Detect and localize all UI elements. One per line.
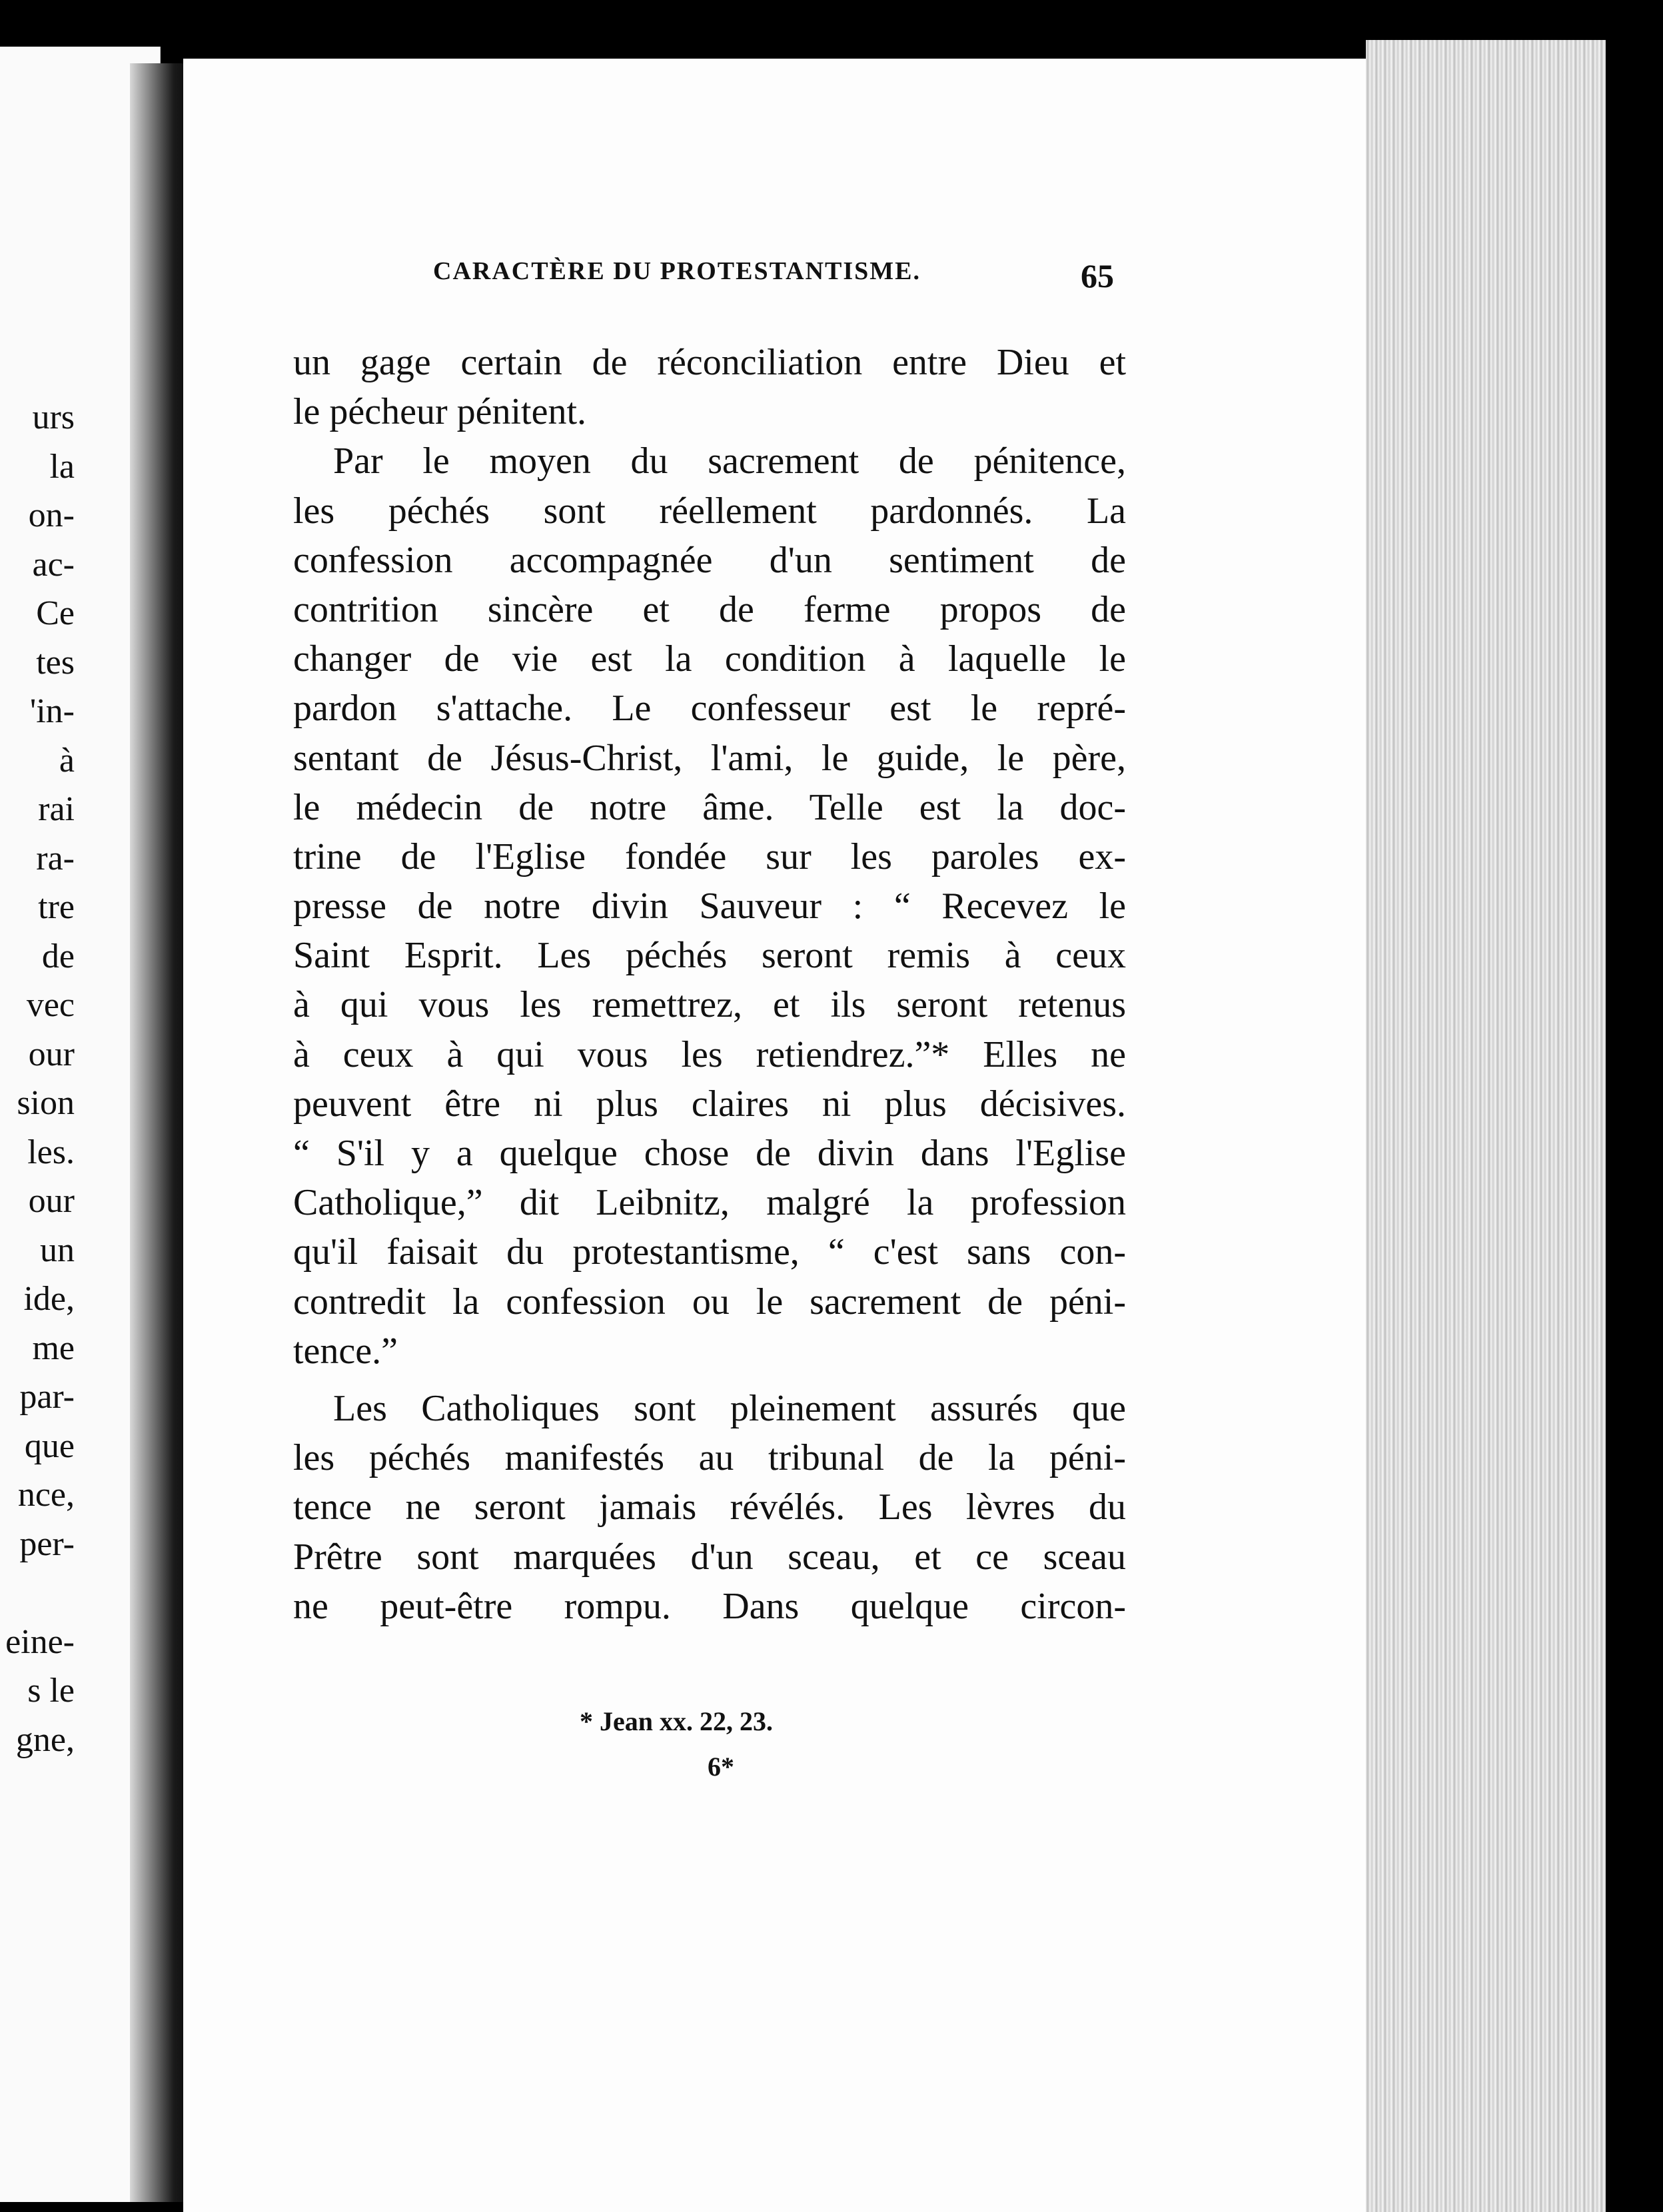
left-page-line: sion	[17, 1084, 75, 1122]
signature-mark: 6*	[708, 1752, 734, 1782]
page-number: 65	[1081, 257, 1114, 294]
text-line: Par le moyen du sacrement de pénitence,	[333, 440, 1126, 482]
left-page-line: ra-	[36, 839, 75, 877]
text-line: Les Catholiques sont pleinement assurés que	[333, 1387, 1126, 1429]
text-line: pardon s'attache. Le confesseur est le repré-	[293, 688, 1126, 730]
text-line: peuvent être ni plus claires ni plus décisives.	[293, 1083, 1126, 1125]
left-page-line: un	[40, 1231, 75, 1269]
text-line: un gage certain de réconciliation entre Dieu et	[293, 342, 1126, 383]
page-edge-shadow	[1606, 40, 1663, 2212]
text-line: trine de l'Eglise fondée sur les paroles ex-	[293, 835, 1126, 877]
text-line: ne peut-être rompu. Dans quelque circon-	[293, 1585, 1126, 1627]
left-page-line: nce,	[17, 1476, 75, 1514]
text-line: les péchés manifestés au tribunal de la péni-	[293, 1437, 1126, 1479]
left-page-line: our	[28, 1182, 75, 1220]
text-line: les péchés sont réellement pardonnés. La	[293, 490, 1126, 532]
text-line: le pécheur pénitent.	[293, 391, 587, 433]
text-line: à ceux à qui vous les retiendrez.”* Elles ne	[293, 1033, 1126, 1075]
text-line: Saint Esprit. Les péchés seront remis à ceux	[293, 935, 1126, 977]
text-line: presse de notre divin Sauveur : “ Recevez le	[293, 885, 1126, 927]
text-line: Catholique,” dit Leibnitz, malgré la profession	[293, 1182, 1126, 1224]
text-line: tence ne seront jamais révélés. Les lèvres du	[293, 1486, 1126, 1528]
left-page-line: la	[49, 447, 75, 486]
text-line: changer de vie est la condition à laquelle le	[293, 638, 1126, 680]
text-line: sentant de Jésus-Christ, l'ami, le guide, le père,	[293, 737, 1126, 779]
left-page-line: our	[28, 1035, 75, 1073]
left-page-line: les.	[27, 1133, 75, 1171]
page-edges	[1366, 40, 1619, 2212]
text-line: tence.”	[293, 1330, 398, 1372]
left-page-line: gne,	[15, 1720, 75, 1759]
left-page-line: eine-	[5, 1622, 75, 1661]
left-page-line: on-	[28, 496, 75, 534]
left-page-line: s le	[27, 1672, 75, 1710]
text-line: contrition sincère et de ferme propos de	[293, 588, 1126, 630]
text-line: “ S'il y a quelque chose de divin dans l'Eglise	[293, 1133, 1126, 1174]
footnote: * Jean xx. 22, 23.	[580, 1706, 773, 1736]
text-line: contredit la confession ou le sacrement de péni-	[293, 1281, 1126, 1323]
left-page-line: urs	[32, 398, 75, 436]
left-page-line: 'in-	[29, 692, 75, 730]
left-page-line: de	[41, 937, 75, 975]
left-page-line: tes	[36, 643, 75, 682]
left-page-line	[0, 1568, 75, 1618]
text-line: Prêtre sont marquées d'un sceau, et ce sceau	[293, 1536, 1126, 1578]
left-page-line: vec	[26, 986, 75, 1024]
running-head: CARACTÈRE DU PROTESTANTISME.	[433, 257, 921, 285]
left-page-line: Ce	[36, 594, 75, 632]
left-page-line: rai	[38, 790, 75, 828]
body-text	[293, 338, 1126, 1631]
left-page-line: par-	[19, 1378, 75, 1416]
text-line: confession accompagnée d'un sentiment de	[293, 539, 1126, 581]
left-page-line: me	[32, 1329, 75, 1367]
left-page-line: ide,	[23, 1280, 75, 1318]
left-page-line: tre	[38, 888, 75, 926]
left-page-line: que	[24, 1426, 75, 1465]
left-page-line: per-	[19, 1524, 75, 1563]
text-line: le médecin de notre âme. Telle est la doc-	[293, 786, 1126, 828]
text-line: qu'il faisait du protestantisme, “ c'est sans con-	[293, 1231, 1126, 1273]
left-page-line: à	[59, 741, 75, 780]
left-page-text	[0, 393, 133, 1764]
left-page-line: ac-	[32, 545, 75, 584]
text-line: à qui vous les remettrez, et ils seront retenus	[293, 984, 1126, 1026]
